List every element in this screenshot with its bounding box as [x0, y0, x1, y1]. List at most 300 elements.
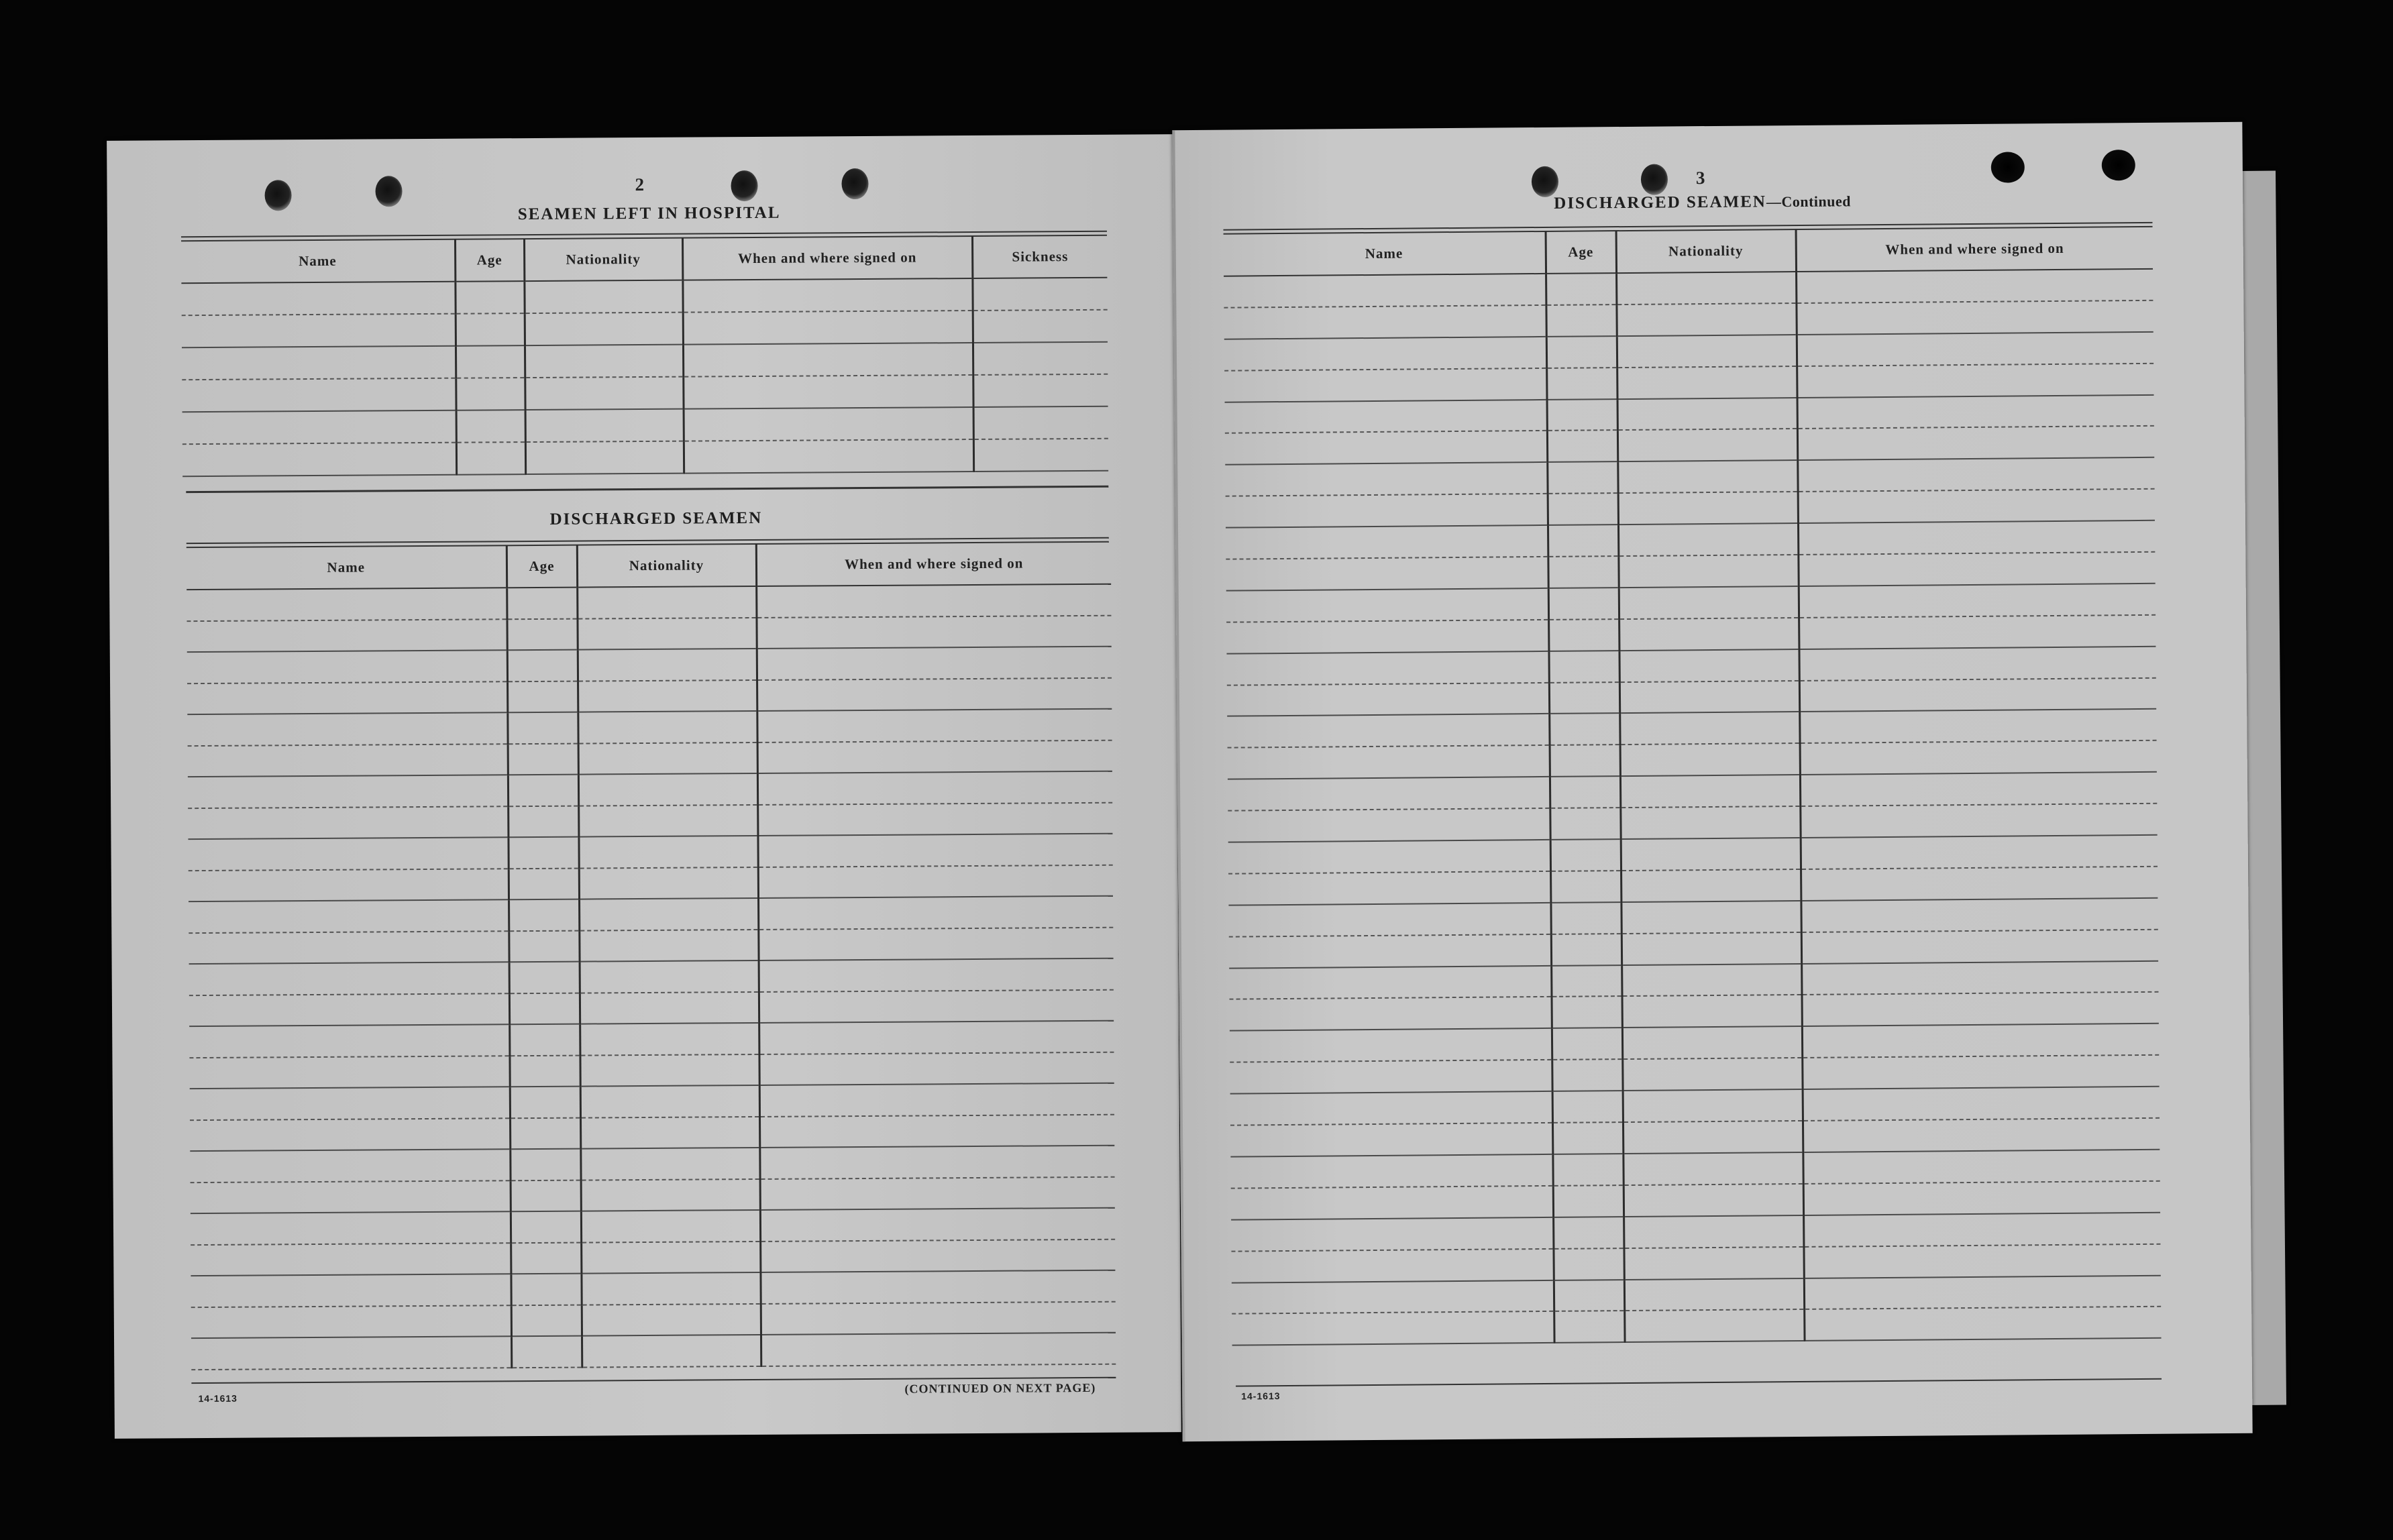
title-suffix: —Continued: [1766, 192, 1852, 211]
table-cell: [760, 1239, 1115, 1272]
table-cell: [760, 1208, 1115, 1242]
table-cell: [187, 681, 507, 714]
form-code: 14-1613: [198, 1392, 238, 1405]
punch-hole: [731, 170, 757, 201]
table-row: [188, 771, 1112, 808]
table-cell: [580, 991, 759, 1024]
table-cell: [189, 899, 509, 932]
table-row: [191, 1176, 1115, 1213]
table-cell: [757, 802, 1112, 836]
punch-hole: [1991, 152, 2025, 182]
table-row: [182, 310, 1108, 347]
table-cell: [1618, 555, 1798, 588]
table-cell: [189, 931, 509, 964]
table-cell: [191, 1180, 511, 1213]
table-cell: [1802, 1024, 2159, 1058]
table-cell: [1548, 556, 1618, 588]
left-page: [107, 134, 1181, 1439]
table-cell: [456, 378, 525, 410]
table-cell: [581, 1178, 760, 1211]
punch-hole: [264, 180, 291, 211]
table-cell: [1231, 1217, 1553, 1252]
table-cell: [1802, 1055, 2159, 1089]
right-page: [1172, 122, 2252, 1441]
table-cell: [1797, 363, 2153, 397]
punch-hole: [1641, 164, 1668, 195]
table-cell: [1548, 588, 1619, 620]
table-cell: [580, 1148, 759, 1180]
table-cell: [1622, 995, 1802, 1028]
table-row: [189, 927, 1113, 964]
table-cell: [760, 1270, 1115, 1304]
table-cell: [1621, 869, 1801, 902]
table-cell: [580, 1116, 759, 1148]
table-cell: [456, 410, 525, 443]
table-cell: [1232, 1311, 1554, 1345]
punch-hole: [841, 168, 868, 199]
table-cell: [181, 282, 455, 315]
table-cell: [1228, 840, 1550, 874]
table-row: [182, 406, 1108, 444]
table-cell: [456, 345, 525, 378]
table-cell: [507, 618, 577, 650]
table-cell: [1548, 619, 1619, 651]
table-cell: [510, 1149, 580, 1180]
table-cell: [1226, 494, 1548, 528]
column-header-signed-on: When and where signed on: [756, 542, 1111, 586]
table-cell: [509, 868, 579, 899]
table-cell: [525, 313, 683, 345]
table-cell: [508, 775, 578, 806]
table-cell: [683, 311, 973, 345]
table-cell: [508, 806, 578, 837]
table-cell: [1554, 1311, 1624, 1343]
discharged-section-title: DISCHARGED SEAMEN: [549, 508, 763, 529]
table-cell: [182, 378, 456, 412]
table-cell: [507, 712, 578, 744]
table-cell: [1621, 964, 1801, 997]
table-cell: [1803, 1087, 2160, 1121]
table-cell: [761, 1301, 1116, 1335]
table-cell: [1546, 368, 1617, 400]
table-cell: [973, 342, 1108, 375]
table-cell: [1226, 588, 1548, 622]
table-cell: [507, 650, 578, 681]
table-cell: [189, 1056, 509, 1089]
table-cell: [1551, 934, 1621, 966]
table-cell: [758, 896, 1113, 930]
table-cell: [761, 1333, 1116, 1366]
table-cell: [578, 773, 757, 806]
table-cell: [973, 310, 1108, 343]
table-cell: [1800, 772, 2157, 806]
table-row: [191, 1239, 1115, 1276]
column-header-signed-on: When and where signed on: [1796, 227, 2153, 272]
table-cell: [1550, 839, 1621, 871]
table-cell: [187, 588, 507, 620]
table-cell: [1553, 1217, 1624, 1249]
table-cell: [1799, 646, 2156, 680]
table-cell: [191, 1211, 511, 1244]
table-cell: [191, 1336, 511, 1369]
table-cell: [1617, 460, 1797, 493]
table-cell: [182, 346, 456, 380]
table-cell: [759, 1083, 1114, 1117]
table-row: [182, 342, 1108, 380]
table-cell: [1804, 1275, 2161, 1309]
table-cell: [579, 898, 758, 930]
table-cell: [757, 709, 1112, 742]
table-cell: [1225, 399, 1547, 433]
table-cell: [525, 441, 684, 474]
table-row: [190, 1146, 1114, 1182]
table-cell: [1797, 332, 2153, 366]
table-cell: [1796, 300, 2153, 335]
table-cell: [1800, 740, 2157, 775]
table-cell: [1799, 709, 2156, 743]
table-cell: [582, 1303, 761, 1335]
table-row: [190, 1083, 1114, 1120]
table-cell: [1228, 871, 1550, 905]
table-row: [189, 989, 1114, 1026]
column-header-name: Name: [181, 239, 455, 283]
table-row: [190, 1114, 1114, 1151]
table-cell: [1231, 1186, 1553, 1220]
column-header-nationality: Nationality: [577, 544, 756, 588]
table-cell: [188, 837, 508, 870]
table-row: [181, 278, 1107, 315]
table-cell: [580, 960, 759, 993]
column-header-name: Name: [187, 545, 507, 590]
table-cell: [1550, 902, 1621, 934]
table-cell: [1228, 808, 1550, 842]
table-cell: [1548, 525, 1618, 557]
table-cell: [760, 1176, 1115, 1210]
table-cell: [1554, 1280, 1624, 1312]
table-cell: [759, 1052, 1114, 1085]
table-cell: [1803, 1212, 2160, 1246]
table-cell: [1803, 1244, 2160, 1278]
table-cell: [1547, 431, 1617, 463]
table-cell: [757, 677, 1112, 711]
table-cell: [757, 834, 1112, 867]
table-cell: [1624, 1247, 1803, 1280]
table-row: [187, 647, 1112, 683]
table-cell: [1226, 651, 1548, 685]
table-cell: [189, 993, 509, 1026]
table-cell: [509, 930, 579, 962]
hospital-section-title: SEAMEN LEFT IN HOSPITAL: [517, 203, 781, 224]
table-cell: [580, 1054, 759, 1086]
table-cell: [757, 740, 1112, 773]
table-cell: [1224, 305, 1546, 339]
column-header-age: Age: [455, 239, 524, 282]
table-cell: [1624, 1309, 1804, 1342]
table-cell: [187, 712, 507, 745]
table-row: [187, 709, 1112, 746]
table-cell: [1228, 777, 1550, 811]
table-row: [187, 615, 1111, 652]
page-number: 3: [1695, 168, 1705, 188]
table-cell: [1224, 368, 1546, 402]
table-cell: [1552, 997, 1622, 1029]
table-cell: [182, 314, 456, 347]
table-cell: [1801, 867, 2158, 901]
table-cell: [1549, 682, 1619, 714]
table-cell: [577, 586, 756, 618]
table-cell: [973, 406, 1108, 439]
table-cell: [1799, 584, 2156, 618]
table-cell: [190, 1087, 510, 1119]
table-cell: [1546, 305, 1616, 337]
column-header-nationality: Nationality: [524, 238, 682, 281]
table-cell: [1796, 269, 2153, 303]
continued-note: (CONTINUED ON NEXT PAGE): [904, 1380, 1096, 1396]
table-row: [191, 1333, 1116, 1370]
table-cell: [759, 1146, 1114, 1179]
table-cell: [455, 281, 524, 314]
title-main: DISCHARGED SEAMEN: [1554, 192, 1767, 213]
table-cell: [1798, 552, 2155, 586]
table-cell: [525, 409, 684, 442]
table-cell: [508, 837, 578, 869]
table-cell: [758, 927, 1113, 960]
table-cell: [1227, 682, 1549, 716]
table-cell: [1232, 1280, 1554, 1314]
form-code: 14-1613: [1241, 1390, 1281, 1402]
table-cell: [580, 1023, 759, 1055]
column-header-name: Name: [1224, 231, 1546, 276]
table-cell: [759, 1021, 1114, 1054]
table-cell: [1227, 714, 1549, 748]
table-cell: [578, 836, 757, 868]
table-row: [189, 1052, 1114, 1089]
table-cell: [1546, 336, 1617, 368]
table-cell: [1225, 462, 1547, 496]
table-cell: [580, 1085, 759, 1117]
table-cell: [1553, 1248, 1624, 1280]
table-row: [191, 1208, 1115, 1245]
table-cell: [1617, 429, 1797, 461]
table-row: [188, 834, 1112, 871]
table-cell: [507, 681, 578, 712]
table-cell: [1226, 620, 1548, 654]
table-cell: [1550, 871, 1621, 903]
table-cell: [1224, 274, 1546, 308]
table-cell: [191, 1274, 511, 1307]
column-header-sickness: Sickness: [972, 235, 1107, 278]
table-row: [191, 1301, 1116, 1338]
table-cell: [1230, 1123, 1552, 1157]
column-header-nationality: Nationality: [1616, 229, 1796, 273]
table-cell: [190, 1149, 510, 1182]
bottom-rule: [1236, 1378, 2162, 1387]
table-cell: [509, 899, 579, 931]
table-cell: [1225, 431, 1547, 465]
table-cell: [511, 1211, 581, 1243]
punch-hole: [1532, 166, 1558, 197]
table-cell: [1226, 557, 1548, 591]
table-cell: [1621, 901, 1801, 934]
table-cell: [757, 647, 1112, 680]
table-cell: [191, 1305, 511, 1338]
table-cell: [1799, 677, 2156, 712]
table-row: [188, 802, 1112, 839]
table-cell: [1797, 457, 2154, 492]
table-cell: [1803, 1118, 2160, 1152]
table-cell: [509, 962, 580, 993]
table-cell: [511, 1242, 581, 1274]
table-cell: [1552, 1059, 1622, 1091]
table-cell: [511, 1305, 582, 1336]
table-cell: [525, 377, 683, 410]
table-cell: [582, 1335, 761, 1367]
table-cell: [509, 993, 580, 1024]
table-row: [187, 677, 1112, 714]
table-cell: [683, 375, 973, 409]
table-cell: [1801, 835, 2158, 869]
table-cell: [1623, 1152, 1803, 1185]
table-cell: [1616, 303, 1796, 336]
table-cell: [187, 650, 507, 683]
table-cell: [509, 1055, 580, 1087]
table-cell: [1230, 1028, 1552, 1062]
table-cell: [973, 439, 1108, 472]
table-cell: [1802, 992, 2159, 1026]
table-cell: [1621, 932, 1801, 965]
table-cell: [188, 806, 508, 839]
page-number: 2: [635, 174, 645, 195]
table-cell: [1619, 681, 1799, 714]
table-cell: [1620, 775, 1800, 808]
table-cell: [578, 679, 757, 712]
table-cell: [1617, 398, 1797, 431]
table-cell: [189, 962, 509, 995]
table-cell: [1618, 523, 1798, 556]
table-cell: [182, 410, 456, 444]
column-header-signed-on: When and where signed on: [682, 236, 972, 280]
table-cell: [1550, 776, 1620, 808]
table-cell: [759, 989, 1114, 1023]
table-row: [189, 896, 1113, 933]
table-cell: [1623, 1121, 1803, 1154]
table-cell: [1619, 649, 1799, 682]
table-cell: [1799, 615, 2156, 649]
table-cell: [1551, 965, 1621, 997]
discharged-continued-title: [1554, 192, 1851, 213]
table-row: [188, 740, 1112, 777]
table-cell: [1228, 903, 1550, 937]
table-cell: [1553, 1185, 1624, 1217]
table-cell: [683, 343, 973, 377]
table-cell: [1230, 1091, 1552, 1125]
table-row: [189, 958, 1114, 995]
table-cell: [1800, 804, 2157, 838]
table-cell: [1230, 1060, 1552, 1094]
table-cell: [759, 958, 1114, 992]
table-cell: [188, 744, 508, 777]
table-cell: [1803, 1181, 2160, 1215]
table-cell: [524, 280, 682, 313]
table-row: [189, 1021, 1114, 1058]
table-cell: [578, 649, 757, 681]
table-cell: [1231, 1248, 1553, 1282]
table-cell: [1797, 426, 2154, 460]
discharged-continued-table: [1224, 227, 2162, 1346]
table-cell: [508, 743, 578, 775]
table-row: [1232, 1307, 2161, 1345]
table-cell: [684, 439, 973, 474]
table-cell: [1230, 1154, 1552, 1189]
table-row: [191, 1270, 1115, 1307]
table-cell: [1552, 1091, 1623, 1123]
punch-hole: [375, 176, 402, 207]
table-cell: [1617, 366, 1797, 399]
table-cell: [1621, 838, 1801, 871]
table-cell: [579, 929, 758, 961]
table-cell: [1548, 651, 1619, 683]
table-cell: [189, 1024, 509, 1057]
table-row: [182, 374, 1108, 412]
table-cell: [1226, 525, 1548, 559]
table-cell: [1617, 335, 1797, 368]
table-cell: [511, 1336, 582, 1368]
table-cell: [1549, 714, 1619, 746]
table-cell: [1228, 745, 1550, 779]
table-cell: [578, 804, 757, 836]
punch-hole: [2102, 150, 2135, 180]
table-cell: [1620, 806, 1800, 839]
table-cell: [684, 407, 973, 441]
table-cell: [578, 742, 757, 774]
table-cell: [525, 345, 683, 378]
table-cell: [1620, 743, 1800, 776]
table-cell: [577, 617, 756, 649]
discharged-table: [187, 542, 1116, 1370]
table-cell: [756, 584, 1111, 618]
table-cell: [1624, 1278, 1804, 1311]
table-cell: [511, 1180, 581, 1211]
table-cell: [1547, 399, 1617, 431]
table-cell: [1552, 1154, 1623, 1186]
table-cell: [510, 1117, 580, 1149]
table-cell: [1798, 520, 2155, 555]
table-cell: [510, 1087, 580, 1118]
table-cell: [1229, 965, 1551, 999]
table-cell: [456, 442, 525, 475]
table-cell: [1616, 272, 1796, 305]
table-cell: [1618, 492, 1798, 525]
table-cell: [757, 771, 1112, 805]
column-header-age: Age: [1546, 231, 1616, 274]
table-cell: [1229, 934, 1551, 969]
table-cell: [1801, 898, 2158, 932]
table-cell: [973, 374, 1108, 407]
table-cell: [1803, 1150, 2160, 1184]
table-cell: [1797, 394, 2154, 429]
table-cell: [1804, 1307, 2161, 1341]
table-cell: [1550, 808, 1620, 840]
table-cell: [1624, 1215, 1803, 1248]
section-divider: [186, 486, 1108, 493]
table-cell: [188, 775, 508, 808]
table-cell: [1224, 337, 1546, 371]
table-cell: [1623, 1089, 1803, 1122]
table-cell: [182, 443, 456, 476]
table-cell: [972, 278, 1107, 311]
table-cell: [1801, 960, 2158, 995]
table-cell: [1552, 1122, 1623, 1154]
